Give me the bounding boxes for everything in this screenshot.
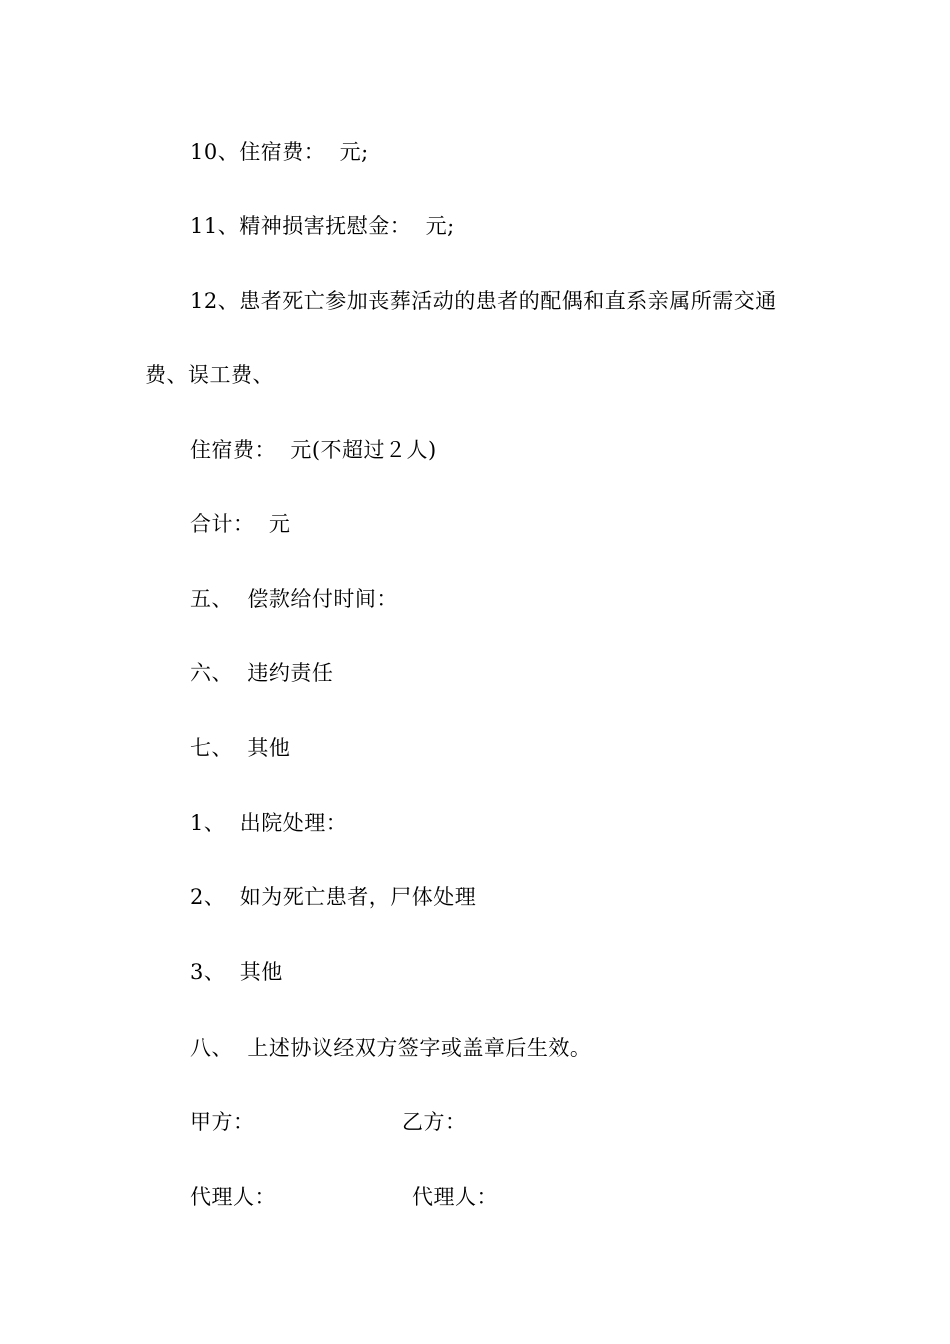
- section-8-effectiveness: 八、 上述协议经双方签字或盖章后生效。: [190, 1036, 592, 1060]
- section-5-payment-time: 五、 偿款给付时间：: [190, 587, 398, 611]
- section-7-other: 七、 其他: [190, 736, 291, 760]
- party-b-label: 乙方：: [402, 1110, 467, 1134]
- item-12-continuation: 费、误工费、: [145, 363, 274, 387]
- other-item-2-body-handling: 2、 如为死亡患者，尸体处理: [190, 885, 477, 909]
- other-item-3-other: 3、 其他: [190, 960, 283, 984]
- item-12-funeral-expenses: 12、患者死亡参加丧葬活动的患者的配偶和直系亲属所需交通: [190, 289, 777, 313]
- item-11-mental-damages: 11、精神损害抚慰金： 元;: [190, 214, 455, 238]
- party-a-label: 甲方：: [190, 1110, 255, 1134]
- other-item-1-discharge: 1、 出院处理：: [190, 811, 348, 835]
- agent-a-label: 代理人：: [190, 1185, 276, 1209]
- item-10-lodging-fee: 10、住宿费： 元;: [190, 140, 369, 164]
- agent-b-label: 代理人：: [412, 1185, 498, 1209]
- section-6-breach-liability: 六、 违约责任: [190, 661, 334, 685]
- item-12-lodging: 住宿费： 元(不超过２人): [190, 438, 437, 462]
- total-line: 合计： 元: [190, 512, 291, 536]
